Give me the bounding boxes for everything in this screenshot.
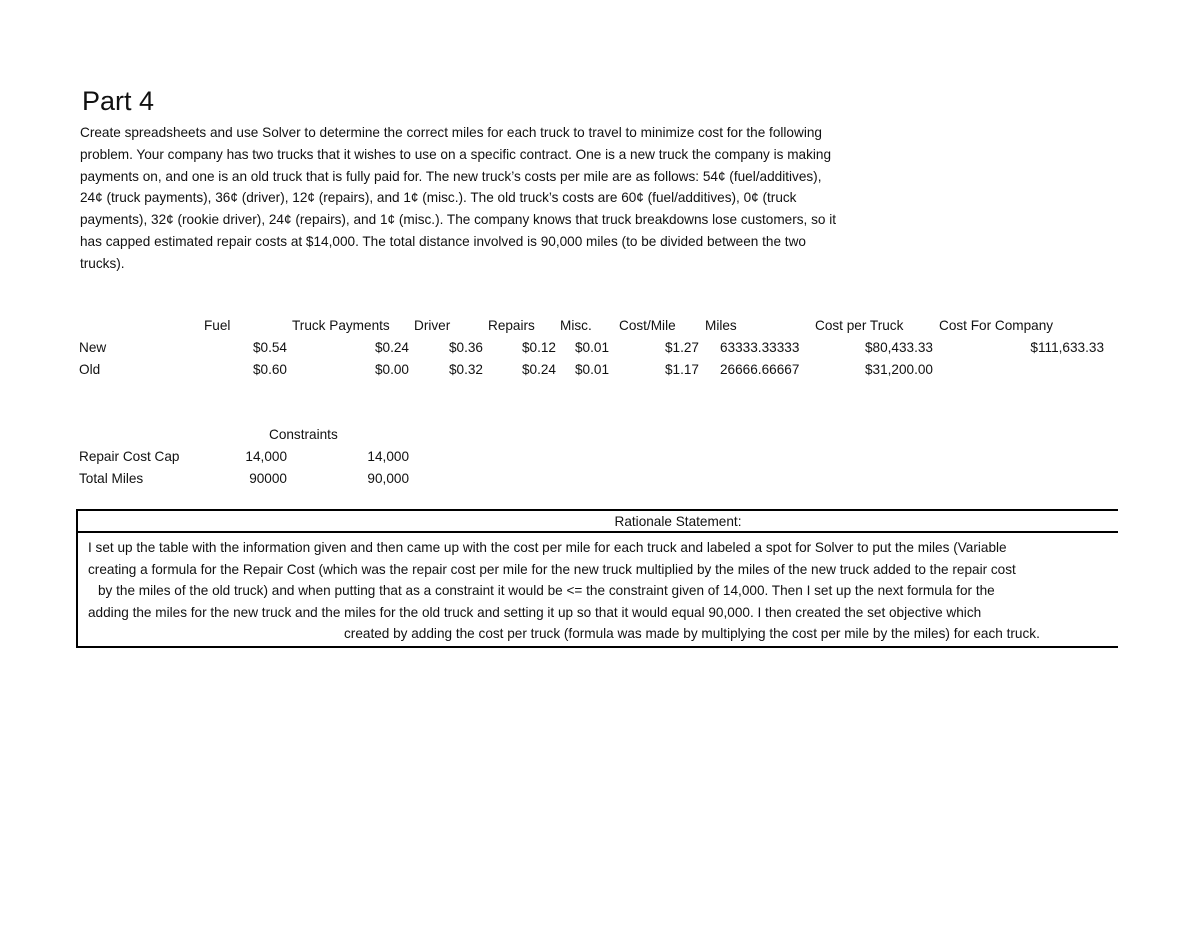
header-cost-for-company: Cost For Company: [939, 318, 1054, 333]
rationale-line: adding the miles for the new truck and the miles for the old truck and setting it up so that it would equal 90,000. I then created the set objective which: [88, 604, 982, 620]
cell-misc: $0.01: [575, 340, 610, 355]
header-cost-mile: Cost/Mile: [619, 318, 676, 333]
problem-line: trucks).: [80, 255, 125, 271]
problem-line: Create spreadsheets and use Solver to determine the correct miles for each truck to travel to minimize cost for the following: [80, 125, 822, 140]
cell-fuel: $0.60: [252, 362, 287, 377]
header-truck-payments: Truck Payments: [292, 318, 390, 333]
cell-cost-per-truck: $31,200.00: [864, 362, 933, 377]
problem-line: payments), 32¢ (rookie driver), 24¢ (repairs), and 1¢ (misc.). The company knows that truck breakdowns lose customers, so it: [80, 212, 837, 228]
header-misc: Misc.: [560, 318, 592, 333]
problem-line: payments on, and one is an old truck that is fully paid for. The new truck’s costs per mile are as follows: 54¢ (fuel/additives),: [80, 168, 822, 184]
constraint-value: 90000: [249, 471, 287, 486]
cell-misc: $0.01: [575, 362, 610, 377]
problem-line: has capped estimated repair costs at $14,000. The total distance involved is 90,000 miles (to be divided between the two: [80, 233, 806, 249]
rationale-line: creating a formula for the Repair Cost (which was the repair cost per mile for the new truck multiplied by the miles of the new truck added to the repair cost: [88, 561, 1016, 577]
rationale-line: created by adding the cost per truck (formula was made by multiplying the cost per mile by the miles) for each truck.: [344, 626, 1040, 642]
constraints-header: Constraints: [269, 427, 338, 442]
constraint-label: Total Miles: [79, 471, 144, 486]
cell-repairs: $0.24: [521, 362, 556, 377]
cell-driver: $0.32: [448, 362, 483, 377]
constraint-label: Repair Cost Cap: [79, 449, 180, 464]
rationale-line: by the miles of the old truck) and when putting that as a constraint it would be <= the constraint given of 14,000. Then I set up the next formula for the: [98, 583, 995, 599]
cell-miles: 26666.66667: [720, 362, 800, 377]
rationale-line: I set up the table with the information given and then came up with the cost per mile for each truck and labeled a spot for Solver to put the miles (Variable: [88, 540, 1007, 555]
cell-cost-mile: $1.27: [664, 340, 699, 355]
constraint-limit: 90,000: [367, 471, 409, 486]
header-miles: Miles: [705, 318, 737, 333]
header-fuel: Fuel: [204, 318, 231, 333]
cell-fuel: $0.54: [252, 340, 287, 355]
constraint-limit: 14,000: [367, 449, 409, 464]
problem-line: problem. Your company has two trucks that it wishes to use on a specific contract. One is a new truck the company is making: [80, 146, 832, 162]
cell-repairs: $0.12: [521, 340, 556, 355]
cell-payments: $0.00: [374, 362, 409, 377]
header-driver: Driver: [414, 318, 451, 333]
rationale-box: [76, 509, 1118, 648]
constraint-value: 14,000: [245, 449, 287, 464]
cell-cost-mile: $1.17: [664, 362, 699, 377]
problem-line: 24¢ (truck payments), 36¢ (driver), 12¢ (repairs), and 1¢ (misc.). The old truck’s costs are 60¢ (fuel/additives), 0¢ (truck: [80, 190, 797, 206]
row-label: Old: [79, 362, 101, 377]
cell-payments: $0.24: [374, 340, 409, 355]
page-title: Part 4: [82, 86, 155, 116]
row-label: New: [79, 340, 107, 355]
cell-driver: $0.36: [448, 340, 483, 355]
cell-cost-per-truck: $80,433.33: [864, 340, 933, 355]
rationale-title: Rationale Statement:: [78, 511, 1118, 533]
problem-statement: [80, 122, 940, 275]
header-repairs: Repairs: [488, 318, 535, 333]
cell-cost-for-company: $111,633.33: [1030, 340, 1104, 355]
rationale-text: [78, 533, 1118, 645]
header-cost-per-truck: Cost per Truck: [815, 318, 904, 333]
cell-miles: 63333.33333: [720, 340, 800, 355]
